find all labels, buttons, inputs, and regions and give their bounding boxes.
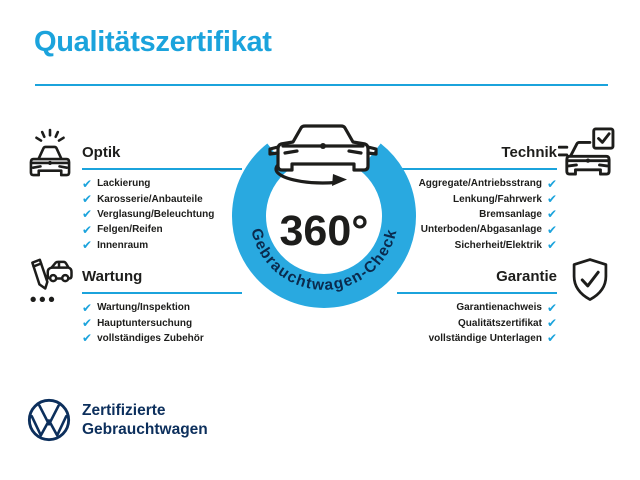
checklist-item-label: vollständiges Zubehör [97, 332, 204, 344]
page-title: Qualitätszertifikat [34, 26, 272, 58]
checklist-item [82, 191, 214, 206]
check-icon: ✔ [82, 331, 93, 346]
pencil-car-checklist-icon [24, 255, 74, 307]
clean-car-icon [24, 128, 76, 184]
car-checkbox-icon [558, 127, 616, 177]
checklist-item-label: vollständige Unterlagen [428, 332, 542, 344]
checklist-item-label: Bremsanlage [479, 208, 542, 220]
checklist-item-label: Unterboden/Abgasanlage [420, 224, 542, 236]
header-divider [35, 84, 608, 86]
check-icon: ✔ [546, 300, 557, 315]
vw-logo [26, 397, 72, 443]
rotating-car-icon [270, 126, 376, 170]
checklist-item-label: Sicherheit/Elektrik [454, 239, 542, 251]
section-underline-wartung [82, 292, 242, 294]
checklist-item-label: Wartung/Inspektion [97, 302, 191, 314]
checklist-item [419, 238, 557, 253]
check-icon: ✔ [546, 222, 557, 237]
checklist-item [429, 300, 557, 315]
checklist-item-label: Lackierung [97, 178, 151, 190]
checklist-item-label: Qualitätszertifikat [458, 317, 542, 329]
checklist-item-label: Garantienachweis [456, 302, 542, 314]
checklist-item-label: Lenkung/Fahrwerk [453, 193, 542, 205]
checklist-item [82, 176, 214, 191]
check-icon: ✔ [546, 331, 557, 346]
checklist-item [82, 315, 204, 330]
checklist-item-label: Karosserie/Anbauteile [97, 193, 203, 205]
degree-value: 360° [279, 207, 369, 255]
footer-brand-line1: Zertifizierte [82, 402, 166, 419]
checklist-item [82, 331, 204, 346]
check-icon: ✔ [546, 207, 557, 222]
section-underline-optik [82, 168, 242, 170]
checklist-item-label: Innenraum [97, 239, 149, 251]
checklist-item [429, 331, 557, 346]
check-icon: ✔ [82, 238, 93, 253]
check-icon: ✔ [82, 222, 93, 237]
check-icon: ✔ [546, 176, 557, 191]
checklist-item [82, 222, 214, 237]
checklist-item [82, 207, 214, 222]
checklist-item-label: Aggregate/Antriebsstrang [418, 178, 542, 190]
checklist-technik [419, 176, 557, 253]
check-icon: ✔ [82, 207, 93, 222]
checklist-item [419, 222, 557, 237]
check-icon: ✔ [82, 176, 93, 191]
section-title-technik: Technik [501, 144, 557, 161]
check-icon: ✔ [546, 316, 557, 331]
checklist-item [82, 238, 214, 253]
section-title-optik: Optik [82, 144, 121, 161]
section-title-wartung: Wartung [82, 268, 143, 285]
checklist-item-label: Hauptuntersuchung [97, 317, 193, 329]
shield-check-icon [570, 257, 610, 303]
checklist-wartung [82, 300, 204, 346]
check-icon: ✔ [546, 238, 557, 253]
checklist-optik [82, 176, 214, 253]
checklist-item [82, 300, 204, 315]
check-icon: ✔ [546, 192, 557, 207]
checklist-item-label: Verglasung/Beleuchtung [97, 208, 215, 220]
checklist-item [419, 176, 557, 191]
check-icon: ✔ [82, 192, 93, 207]
checklist-item-label: Felgen/Reifen [97, 224, 163, 236]
ring-label: Gebrauchtwagen-Check [247, 226, 401, 295]
checklist-item [419, 191, 557, 206]
arrowhead [332, 174, 347, 186]
section-title-garantie: Garantie [496, 268, 557, 285]
checklist-item [419, 207, 557, 222]
check-icon: ✔ [82, 300, 93, 315]
check-icon: ✔ [82, 316, 93, 331]
footer-brand-line2: Gebrauchtwagen [82, 421, 208, 438]
checklist-item [429, 315, 557, 330]
360-check-graphic [224, 116, 424, 316]
checklist-garantie [429, 300, 557, 346]
footer-brand-text [82, 401, 208, 439]
